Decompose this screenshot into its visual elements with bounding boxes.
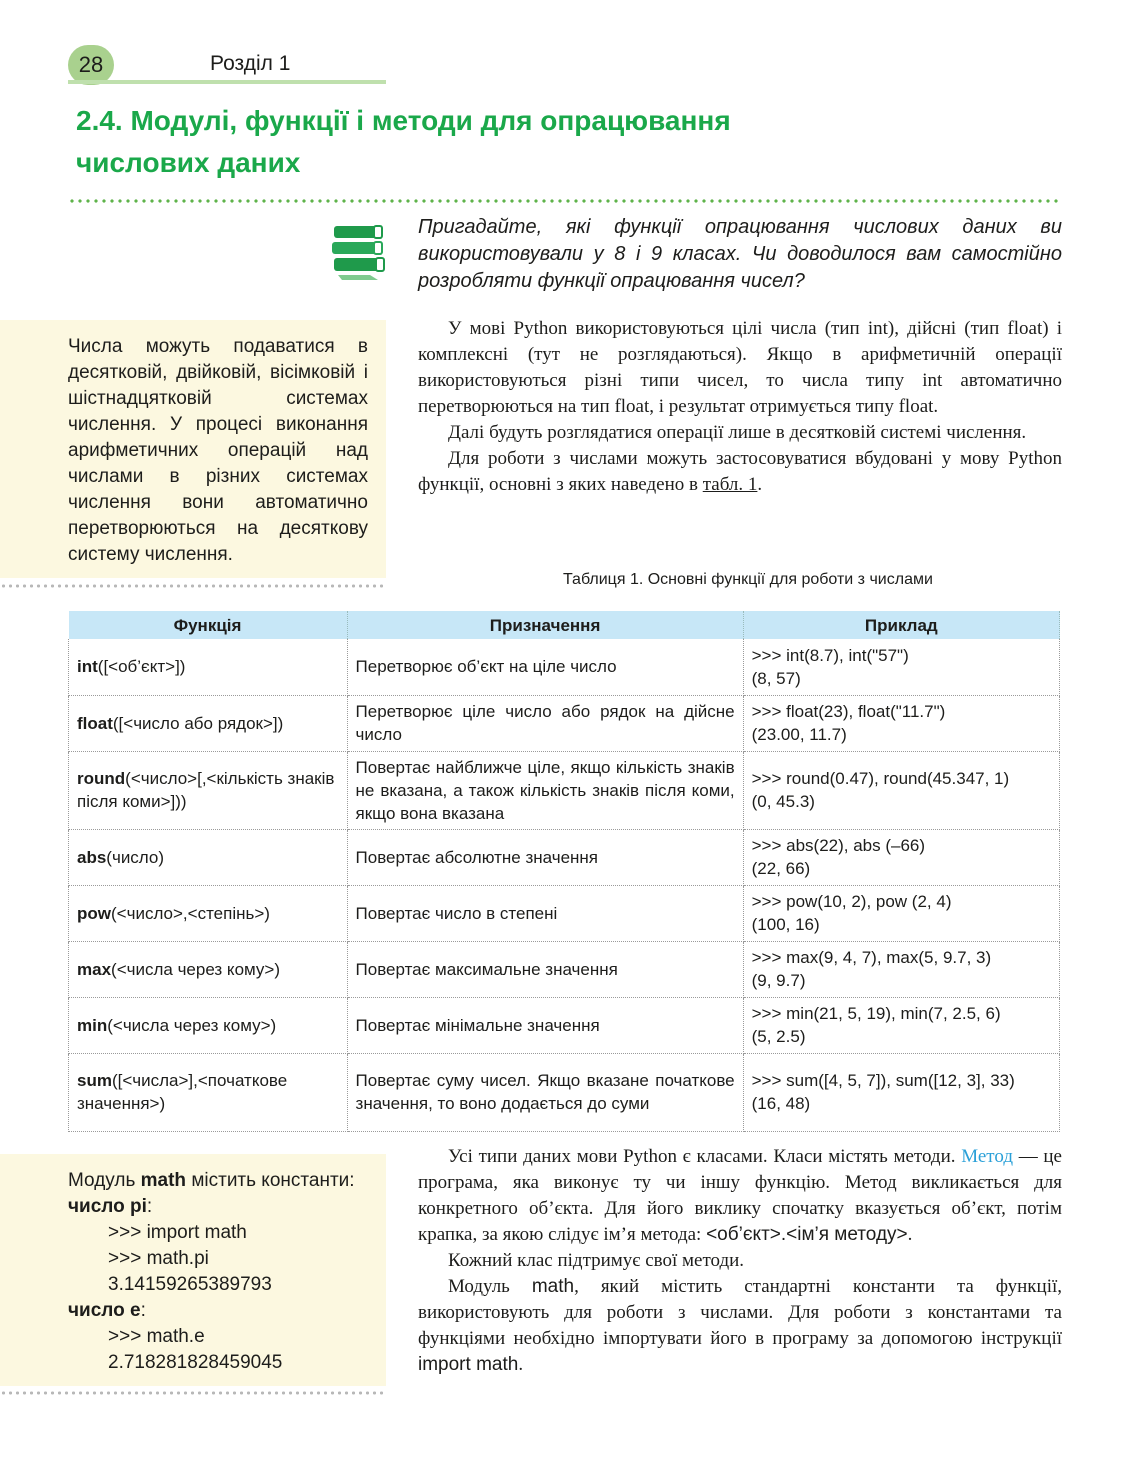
body-text-intro — [418, 316, 1062, 498]
paragraph — [418, 446, 1062, 498]
example-code: >>> round(0.47), round(45.347, 1) — [751, 769, 1010, 788]
code-line: >>> import math — [108, 1222, 247, 1243]
paragraph-text: Модуль — [448, 1276, 510, 1297]
code-line: >>> math.e — [108, 1326, 205, 1347]
module-name: math — [140, 1170, 187, 1191]
example-code: >>> max(9, 4, 7), max(5, 9.7, 3) — [751, 948, 992, 967]
function-cell — [69, 751, 348, 829]
example-result: (16, 48) — [751, 1094, 811, 1113]
function-args: (<число>,<степінь>) — [111, 903, 270, 923]
function-args: (<числа через кому>) — [107, 1015, 277, 1035]
function-cell — [69, 1053, 348, 1131]
intro-text: Модуль — [68, 1170, 136, 1191]
function-name: max — [77, 959, 112, 979]
function-cell — [69, 885, 348, 941]
function-name: pow — [77, 903, 111, 923]
table-row — [69, 829, 1060, 885]
label-colon: : — [140, 1300, 146, 1321]
function-cell — [69, 941, 348, 997]
function-name: abs — [77, 847, 107, 867]
recall-question: Пригадайте, які функції опрацювання числових даних ви використовували у 8 і 9 класах. Чи доводилося вам самостійно розробляти функції опрацювання чисел? — [418, 216, 1062, 292]
constant-name: число pi — [68, 1196, 147, 1217]
example-result: (23.00, 11.7) — [751, 725, 847, 744]
section-label: Розділ 1 — [210, 52, 291, 75]
example-code: >>> int(8.7), int("57") — [751, 645, 909, 665]
column-header: Функція — [69, 611, 348, 639]
code-line: 2.718281828459045 — [108, 1352, 283, 1373]
label-colon: : — [146, 1196, 153, 1217]
function-args: ([<числа>],<початкове значення>) — [77, 1071, 288, 1113]
table-reference-link[interactable]: табл. 1 — [702, 474, 758, 495]
table-row — [69, 941, 1060, 997]
inline-code: math — [531, 1276, 575, 1297]
table-row — [69, 1053, 1060, 1131]
example-result: (22, 66) — [751, 859, 811, 878]
purpose-cell: Повертає максимальне значення — [347, 941, 743, 997]
books-icon — [330, 222, 386, 282]
side-note-text: Числа можуть подаватися в десятковій, двійковій, вісімковій і шістнадцятковій системах числення. У процесі виконання арифметичних операцій над числами в різних системах числення вони автоматично перетворюються на десяткову систему числення. — [68, 336, 368, 565]
function-args: (<число>[,<кількість знаків після коми>])) — [77, 769, 335, 811]
example-result: (9, 9.7) — [751, 971, 806, 990]
purpose-cell: Перетворює ціле число або рядок на дійсне число — [347, 695, 743, 751]
function-name: int — [77, 657, 98, 677]
pi-label — [68, 1194, 378, 1220]
inline-code: import math — [418, 1354, 519, 1375]
example-result: (5, 2.5) — [751, 1027, 806, 1046]
function-name: sum — [77, 1071, 112, 1090]
column-header: Призначення — [347, 611, 743, 639]
title-line-2: числових даних — [76, 147, 301, 178]
page-title — [76, 100, 976, 184]
paragraph — [418, 1144, 1062, 1248]
page-number: 28 — [68, 45, 114, 85]
paragraph — [418, 1274, 1062, 1378]
dotted-divider — [68, 198, 1062, 204]
function-name: min — [77, 1015, 108, 1035]
purpose-cell: Повертає число в степені — [347, 885, 743, 941]
example-code: >>> sum([4, 5, 7]), sum([12, 3], 33) — [751, 1071, 1015, 1090]
paragraph-text: Для роботи з числами можуть застосовуватися вбудовані у мову Python функції, основні з яких наведено в — [418, 448, 1062, 495]
constant-name: число e — [68, 1300, 141, 1321]
example-code: >>> min(21, 5, 19), min(7, 2.5, 6) — [751, 1004, 1001, 1023]
code-line: >>> math.pi — [108, 1248, 209, 1269]
example-cell — [743, 885, 1059, 941]
function-name: round — [77, 769, 126, 788]
function-cell — [69, 695, 348, 751]
purpose-cell: Повертає суму чисел. Якщо вказане початкове значення, то воно додається до суми — [347, 1053, 743, 1131]
example-result: (0, 45.3) — [751, 792, 815, 811]
e-label — [68, 1298, 378, 1324]
function-name: float — [77, 713, 113, 733]
paragraph-text: , який містить стандартні константи та функції, використовують для роботи з числами. Для роботи з константами та функціями необхідно імпортувати його в програму за допомогою інструкції — [418, 1276, 1063, 1349]
purpose-cell: Повертає абсолютне значення — [347, 829, 743, 885]
side-note-divider — [0, 1390, 386, 1396]
table-row — [69, 997, 1060, 1053]
example-cell — [743, 695, 1059, 751]
body-text-methods — [418, 1144, 1062, 1378]
function-args: ([<число або рядок>]) — [112, 713, 284, 733]
paragraph-end: . — [518, 1354, 524, 1375]
intro-text: містить константи: — [191, 1170, 355, 1191]
example-cell — [743, 941, 1059, 997]
paragraph-text: — це програма, яка виконує ту чи іншу функцію. Метод викликається для конкретного об’єкта. Для його виклику спочатку вказується об’єкт, потім крапка, за якою слідує ім’я метода: — [418, 1146, 1062, 1245]
example-cell — [743, 751, 1059, 829]
example-cell — [743, 639, 1059, 695]
paragraph: Далі будуть розглядатися операції лише в десятковій системі числення. — [448, 422, 1027, 443]
example-cell — [743, 829, 1059, 885]
paragraph-end: . — [907, 1224, 913, 1245]
purpose-cell: Перетворює об’єкт на ціле число — [347, 639, 743, 695]
purpose-cell: Повертає найближче ціле, якщо кількість знаків не вказана, а також кількість знаків після коми, якщо вона вказана — [347, 751, 743, 829]
function-cell — [69, 829, 348, 885]
side-note-math-constants — [0, 1154, 386, 1386]
paragraph-text: Усі типи даних мови Python є класами. Класи містять методи. — [448, 1146, 956, 1167]
example-code: >>> float(23), float("11.7") — [751, 702, 946, 721]
side-note-number-systems — [0, 320, 386, 578]
table-row — [69, 695, 1060, 751]
side-note-divider — [0, 583, 386, 589]
example-result: (8, 57) — [751, 668, 801, 688]
function-args: (число) — [106, 847, 165, 867]
example-result: (100, 16) — [751, 915, 820, 934]
side-note-intro — [68, 1168, 378, 1194]
paragraph: У мові Python використовуються цілі числа (тип int), дійсні (тип float) і комплексні (тут не розглядаються). Якщо в арифметичній операції використовуються різні типи чисел, то числа типу int автоматично перетворюються на тип float, і результат отримується типу float. — [418, 318, 1062, 417]
table-row — [69, 639, 1060, 695]
table-row — [69, 751, 1060, 829]
function-cell — [69, 997, 348, 1053]
title-line-1: 2.4. Модулі, функції і методи для опрацювання — [76, 105, 731, 136]
paragraph-end: . — [757, 474, 763, 495]
functions-table — [68, 611, 1060, 1132]
function-args: (<числа через кому>) — [111, 959, 280, 979]
table-row — [69, 885, 1060, 941]
example-code: >>> abs(22), abs (–66) — [751, 836, 926, 855]
example-cell — [743, 997, 1059, 1053]
side-note-text — [68, 1168, 378, 1376]
example-code: >>> pow(10, 2), pow (2, 4) — [751, 892, 952, 911]
code-line: 3.14159265389793 — [108, 1274, 272, 1295]
example-cell — [743, 1053, 1059, 1131]
function-cell — [69, 639, 348, 695]
paragraph: Кожний клас підтримує свої методи. — [448, 1250, 745, 1271]
table-caption: Таблиця 1. Основні функції для роботи з числами — [563, 571, 933, 588]
purpose-cell: Повертає мінімальне значення — [347, 997, 743, 1053]
table-header-row — [69, 611, 1060, 639]
function-args: ([<об’єкт>]) — [97, 657, 186, 677]
header-rule — [68, 80, 386, 84]
column-header: Приклад — [743, 611, 1059, 639]
term-method: Метод — [961, 1146, 1013, 1167]
inline-code: <об’єкт>.<ім’я методу> — [706, 1224, 908, 1245]
